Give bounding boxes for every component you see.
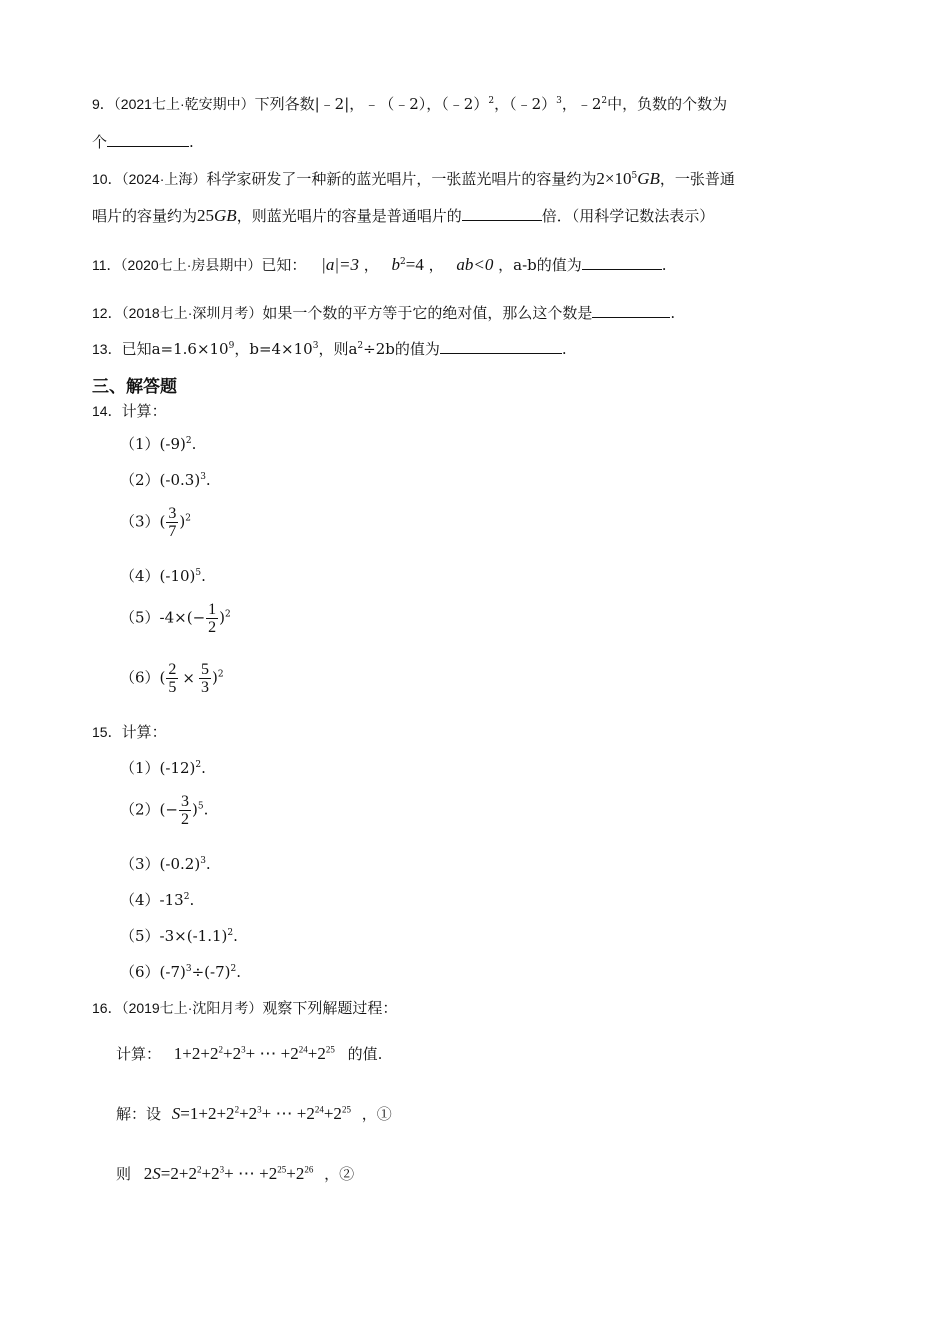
q16-then-line bbox=[116, 1163, 354, 1184]
series-equation bbox=[144, 1164, 314, 1183]
item-label: （4） bbox=[120, 567, 160, 585]
question-text: 计算： bbox=[121, 402, 167, 420]
question-text: 观察下列解题过程： bbox=[262, 999, 398, 1017]
math-term: +2 bbox=[323, 1104, 342, 1123]
equation-mark: ，① bbox=[361, 1105, 392, 1123]
q14-item-1 bbox=[120, 433, 196, 454]
question-text: 唱片的容量约为 bbox=[92, 207, 198, 225]
question-number: 16． bbox=[92, 1000, 122, 1016]
exponent: 2 bbox=[230, 964, 237, 974]
q15-item-3 bbox=[120, 853, 211, 874]
exponent: 3 bbox=[241, 1044, 246, 1055]
fraction bbox=[199, 661, 211, 696]
q15-item-1 bbox=[120, 757, 206, 778]
series-equation bbox=[172, 1104, 351, 1123]
fraction bbox=[166, 505, 178, 540]
math-expression: (-0.3) bbox=[159, 471, 201, 489]
exponent: 5 bbox=[197, 801, 204, 812]
denominator: 7 bbox=[168, 523, 177, 540]
exponent: 2 bbox=[196, 1164, 202, 1175]
item-label: （1） bbox=[120, 435, 160, 453]
q14-item-2 bbox=[120, 469, 211, 490]
question-13: 13．已知$a=1.6\times 10^9$，$b=4\times 10^3$，则$a^2\div 2b$的值为 . bbox=[92, 340, 567, 358]
question-number: 12． bbox=[92, 305, 122, 321]
q14-item-4 bbox=[120, 565, 206, 586]
exponent: 3 bbox=[312, 341, 319, 351]
item-label: （3） bbox=[120, 855, 160, 873]
exponent: 3 bbox=[219, 1164, 225, 1175]
then-label: 则 bbox=[116, 1165, 132, 1183]
math-paren: ) bbox=[191, 800, 198, 819]
question-text: ，a-b的值为 bbox=[498, 256, 582, 274]
punctuation: . bbox=[205, 471, 211, 489]
math-expression: 25 bbox=[197, 206, 215, 225]
question-15 bbox=[92, 721, 167, 742]
question-number: 10． bbox=[92, 171, 122, 187]
question-text: 已知： bbox=[261, 256, 307, 274]
question-10 bbox=[92, 168, 735, 189]
exponent: 2 bbox=[185, 436, 192, 446]
math-expression: 2×10 bbox=[596, 169, 632, 188]
math-expression: ÷(-7) bbox=[191, 963, 231, 981]
question-16 bbox=[92, 997, 397, 1018]
calc-tail: 的值. bbox=[347, 1045, 383, 1063]
section-heading: 三、解答题 bbox=[92, 377, 177, 397]
series-expression bbox=[174, 1044, 335, 1063]
numerator: 3 bbox=[180, 793, 189, 810]
question-text: 已知a=1.6×10 bbox=[121, 340, 229, 358]
math-paren: ) bbox=[211, 668, 218, 687]
punctuation: . bbox=[233, 927, 238, 945]
exponent: 2 bbox=[185, 513, 191, 524]
math-term: + ⋯ +2 bbox=[261, 1104, 315, 1123]
calc-label: 计算： bbox=[116, 1045, 162, 1063]
question-11: 11．（2020七上·房县期中）已知： |a|=3 ， $b^2=4$ ， ab<0 ，a-b的值为 . bbox=[92, 255, 667, 274]
question-source: （2021七上·乾安期中） bbox=[113, 96, 255, 112]
item-label: （2） bbox=[120, 800, 160, 819]
q14-item-5 bbox=[120, 601, 231, 636]
math-paren: ( bbox=[159, 668, 166, 687]
item-label: （3） bbox=[120, 512, 160, 531]
question-source: （2018七上·深圳月考） bbox=[121, 305, 263, 321]
question-text: 倍．（用科学记数法表示） bbox=[541, 207, 715, 225]
fraction bbox=[206, 601, 218, 636]
exponent: 2 bbox=[183, 892, 190, 902]
math-term: =1+2+2 bbox=[180, 1104, 235, 1123]
item-label: （5） bbox=[120, 608, 160, 627]
denominator: 3 bbox=[200, 679, 209, 696]
question-text: 科学家研发了一种新的蓝光唱片，一张蓝光唱片的容量约为 bbox=[206, 170, 597, 188]
q15-item-2 bbox=[120, 793, 208, 828]
question-text: 中，负数的个数为 bbox=[607, 95, 728, 113]
punctuation: . bbox=[203, 800, 209, 819]
exponent: 2 bbox=[488, 96, 495, 106]
denominator: 2 bbox=[180, 811, 189, 828]
math-expression: -4×(− bbox=[159, 608, 206, 627]
math-term: + ⋯ +2 bbox=[224, 1164, 278, 1183]
math-expression: (-12) bbox=[159, 759, 196, 777]
question-9-line2: 个 . bbox=[92, 133, 194, 151]
item-label: （1） bbox=[120, 759, 160, 777]
question-number: 11． bbox=[92, 257, 121, 273]
q15-item-5 bbox=[120, 925, 238, 946]
answer-blank[interactable] bbox=[592, 303, 670, 318]
punctuation: . bbox=[201, 567, 206, 585]
answer-blank[interactable] bbox=[462, 206, 542, 221]
question-14 bbox=[92, 400, 167, 421]
exponent: 2 bbox=[227, 928, 234, 938]
math-operator: × bbox=[182, 668, 195, 687]
exponent: 2 bbox=[357, 341, 364, 351]
math-term: + ⋯ +2 bbox=[245, 1044, 299, 1063]
exponent: 3 bbox=[185, 964, 192, 974]
numerator: 5 bbox=[200, 661, 209, 678]
question-10-line2 bbox=[92, 205, 714, 226]
exponent: 25 bbox=[325, 1044, 335, 1055]
exponent: 2 bbox=[225, 609, 231, 620]
numerator: 3 bbox=[168, 505, 177, 522]
question-text: 个 bbox=[92, 133, 108, 151]
exponent: 3 bbox=[200, 472, 206, 482]
question-text: ，b=4×10 bbox=[234, 340, 313, 358]
question-text: 如果一个数的平方等于它的绝对值，那么这个数是 bbox=[262, 304, 593, 322]
punctuation: . bbox=[201, 759, 206, 777]
solution-label: 解：设 bbox=[116, 1105, 162, 1123]
exponent: 26 bbox=[304, 1164, 314, 1175]
punctuation: . bbox=[205, 855, 211, 873]
math-unit: GB bbox=[637, 169, 660, 188]
question-text: ，（﹣2） bbox=[494, 95, 557, 113]
exponent: 9 bbox=[228, 341, 235, 351]
q14-item-6 bbox=[120, 661, 224, 696]
question-text: 下列各数|﹣2|，﹣（﹣2），（﹣2） bbox=[254, 95, 489, 113]
q16-solution-line bbox=[116, 1103, 392, 1124]
answer-blank[interactable] bbox=[582, 255, 662, 270]
math-term: +2 bbox=[222, 1044, 242, 1063]
question-source: （2020七上·房县期中） bbox=[120, 257, 262, 273]
numerator: 2 bbox=[168, 661, 177, 678]
math-paren: ) bbox=[219, 608, 226, 627]
exponent: 2 bbox=[195, 760, 202, 770]
question-text: ，则a bbox=[318, 340, 358, 358]
question-text: ÷2b的值为 bbox=[363, 340, 440, 358]
math-expression: b bbox=[391, 255, 401, 274]
question-source: （2019七上·沈阳月考） bbox=[121, 1000, 263, 1016]
punctuation: . bbox=[189, 891, 195, 909]
exponent: 2 bbox=[234, 1104, 240, 1115]
q15-item-4 bbox=[120, 889, 194, 910]
denominator: 5 bbox=[168, 679, 177, 696]
math-term: 1+2+2 bbox=[173, 1044, 219, 1063]
math-term: +2 bbox=[307, 1044, 326, 1063]
math-expression: (-0.2) bbox=[159, 855, 201, 873]
math-term: +2 bbox=[239, 1104, 258, 1123]
q14-item-3 bbox=[120, 505, 191, 540]
math-term: 2 bbox=[143, 1164, 153, 1183]
exponent: 5 bbox=[631, 171, 638, 181]
exponent: 3 bbox=[257, 1104, 262, 1115]
question-text: ，一张普通 bbox=[659, 170, 735, 188]
math-expression: (− bbox=[159, 800, 178, 819]
math-expression: (-10) bbox=[159, 567, 196, 585]
question-text: ，则蓝光唱片的容量是普通唱片的 bbox=[236, 207, 462, 225]
exponent: 5 bbox=[195, 568, 202, 578]
exponent: 3 bbox=[200, 856, 206, 866]
item-label: （2） bbox=[120, 471, 160, 489]
math-expression: |a|=3 bbox=[321, 255, 359, 274]
fraction bbox=[166, 661, 178, 696]
math-term: +2 bbox=[286, 1164, 305, 1183]
math-term: =2+2 bbox=[160, 1164, 197, 1183]
q16-calc-line bbox=[116, 1043, 382, 1064]
question-number: 14． bbox=[92, 403, 122, 419]
punctuation: . bbox=[191, 435, 197, 453]
math-expression: -3×(-1.1) bbox=[159, 927, 228, 945]
math-paren: ( bbox=[159, 512, 166, 531]
math-expression: (-9) bbox=[159, 435, 186, 453]
math-expression: =4 bbox=[405, 255, 424, 274]
item-label: （6） bbox=[120, 668, 160, 687]
exponent: 25 bbox=[341, 1104, 351, 1115]
question-text: 计算： bbox=[121, 723, 167, 741]
math-paren: ) bbox=[179, 512, 186, 531]
exponent: 24 bbox=[314, 1104, 324, 1115]
q15-item-6 bbox=[120, 961, 241, 982]
math-unit: GB bbox=[214, 206, 237, 225]
question-12: 12．（2018七上·深圳月考）如果一个数的平方等于它的绝对值，那么这个数是 . bbox=[92, 304, 676, 322]
exponent: 2 bbox=[217, 669, 224, 680]
math-expression: (-7) bbox=[159, 963, 186, 981]
item-label: （6） bbox=[120, 963, 160, 981]
exponent: 2 bbox=[218, 1044, 223, 1055]
question-9 bbox=[92, 93, 727, 114]
exponent: 2 bbox=[601, 96, 608, 106]
answer-blank[interactable] bbox=[440, 339, 562, 354]
math-expression: ab<0 bbox=[456, 255, 494, 274]
item-label: （4） bbox=[120, 891, 160, 909]
answer-blank[interactable] bbox=[107, 132, 189, 147]
exponent: 25 bbox=[277, 1164, 287, 1175]
equation-mark: ，② bbox=[324, 1165, 355, 1183]
question-number: 9． bbox=[92, 96, 114, 112]
question-source: （2024·上海） bbox=[121, 171, 207, 187]
question-number: 13． bbox=[92, 341, 122, 357]
punctuation: . bbox=[236, 963, 242, 981]
exponent: 3 bbox=[556, 96, 562, 106]
question-number: 15． bbox=[92, 724, 122, 740]
denominator: 2 bbox=[208, 619, 217, 636]
item-label: （5） bbox=[120, 927, 160, 945]
exponent: 24 bbox=[298, 1044, 308, 1055]
question-text: ，﹣2 bbox=[561, 95, 602, 113]
exponent: 2 bbox=[400, 257, 406, 267]
math-variable: S bbox=[171, 1104, 181, 1123]
math-variable: S bbox=[152, 1164, 161, 1183]
numerator: 1 bbox=[208, 601, 217, 618]
math-term: +2 bbox=[201, 1164, 220, 1183]
fraction bbox=[179, 793, 191, 828]
math-expression: -13 bbox=[159, 891, 184, 909]
